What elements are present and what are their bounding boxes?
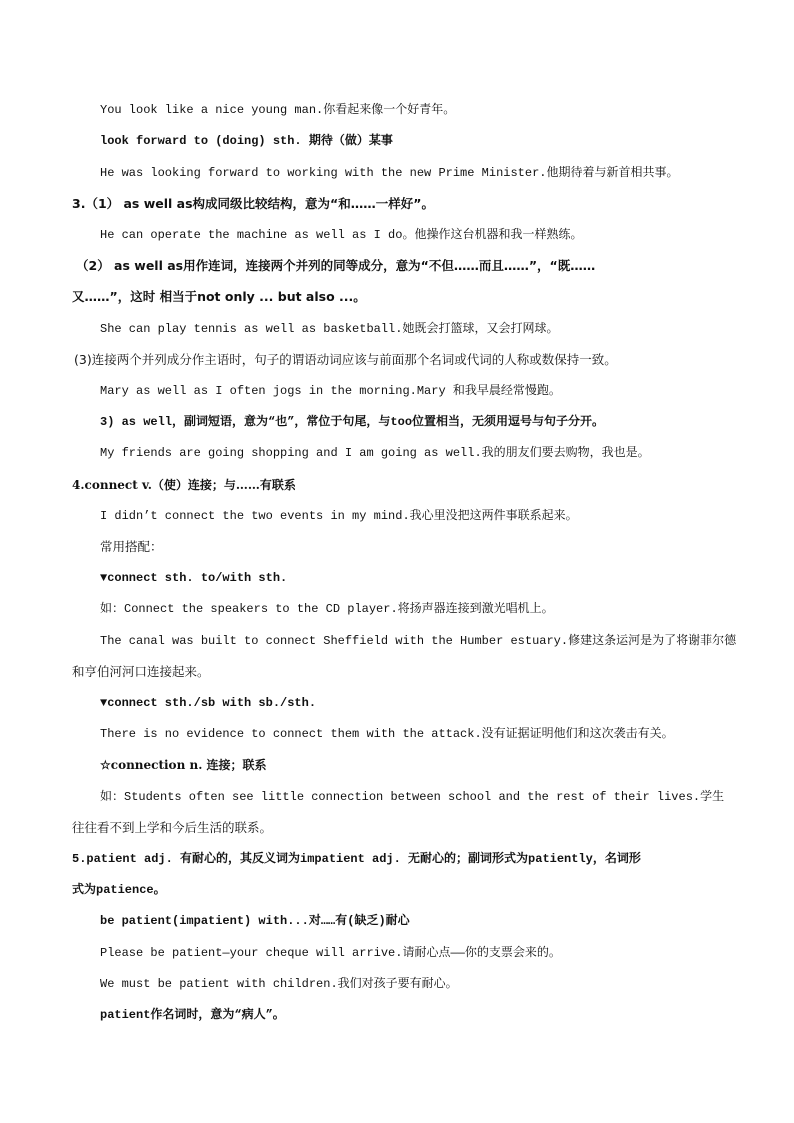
example-sentence: The canal was built to connect Sheffield with the Humber estuary.修建这条运河是为了将谢菲尔德 xyxy=(100,634,737,648)
usage-note: patient作名词时，意为“病人”。 xyxy=(100,1008,285,1022)
collocation-pattern: ▼connect sth. to/with sth. xyxy=(100,571,288,585)
section-heading: 3) as well，副词短语，意为“也”，常位于句尾，与too位置相当，无须用逗号与句子分开。 xyxy=(100,415,605,429)
example-sentence: My friends are going shopping and I am going as well.我的朋友们要去购物，我也是。 xyxy=(100,446,650,460)
section-heading: 3.（1） as well as构成同级比较结构，意为“和……一样好”。 xyxy=(72,196,434,211)
example-sentence: There is no evidence to connect them with the attack.没有证据证明他们和这次袭击有关。 xyxy=(100,727,674,741)
collocation-pattern: ▼connect sth./sb with sb./sth. xyxy=(100,696,317,710)
section-heading-continued: 又……”，这时 相当于not only ... but also ...。 xyxy=(72,289,366,304)
example-sentence: You look like a nice young man.你看起来像一个好青年。 xyxy=(100,103,456,117)
example-sentence: We must be patient with children.我们对孩子要有耐心。 xyxy=(100,977,458,991)
example-sentence: Mary as well as I often jogs in the morning.Mary 和我早晨经常慢跑。 xyxy=(100,384,561,398)
example-sentence: He can operate the machine as well as I do。他操作这台机器和我一样熟练。 xyxy=(100,228,583,242)
example-sentence-continued: 和亨伯河河口连接起来。 xyxy=(72,664,210,679)
phrase-heading: be patient(impatient) with...对……有(缺乏)耐心 xyxy=(100,914,410,928)
vocab-heading-continued: 式为patience。 xyxy=(72,883,166,897)
example-sentence: Please be patient—your cheque will arrive.请耐心点——你的支票会来的。 xyxy=(100,946,561,960)
example-sentence: I didn’t connect the two events in my mind.我心里没把这两件事联系起来。 xyxy=(100,509,578,523)
example-sentence: He was looking forward to working with the new Prime Minister.他期待着与新首相共事。 xyxy=(100,166,679,180)
rule-note: (3)连接两个并列成分作主语时，句子的谓语动词应该与前面那个名词或代词的人称或数保持一致。 xyxy=(74,352,617,367)
example-sentence: She can play tennis as well as basketball.她既会打篮球，又会打网球。 xyxy=(100,322,559,336)
vocab-heading: 5.patient adj. 有耐心的，其反义词为impatient adj. 无耐心的；副词形式为patiently，名词形 xyxy=(72,852,641,866)
phrase-heading: look forward to (doing) sth. 期待（做）某事 xyxy=(100,134,393,148)
example-sentence-continued: 往往看不到上学和今后生活的联系。 xyxy=(72,820,273,835)
example-sentence: 如：Connect the speakers to the CD player.将扬声器连接到激光唱机上。 xyxy=(100,602,554,616)
section-heading: （2） as well as用作连词，连接两个并列的同等成分，意为“不但……而且……”，“既…… xyxy=(76,258,596,273)
derivative-heading: ☆connection n. 连接；联系 xyxy=(100,758,267,772)
example-sentence: 如：Students often see little connection between school and the rest of their lives.学生 xyxy=(100,790,725,804)
collocation-label: 常用搭配： xyxy=(100,539,163,554)
vocab-heading: 4.connect v.（使）连接；与……有联系 xyxy=(72,478,296,492)
